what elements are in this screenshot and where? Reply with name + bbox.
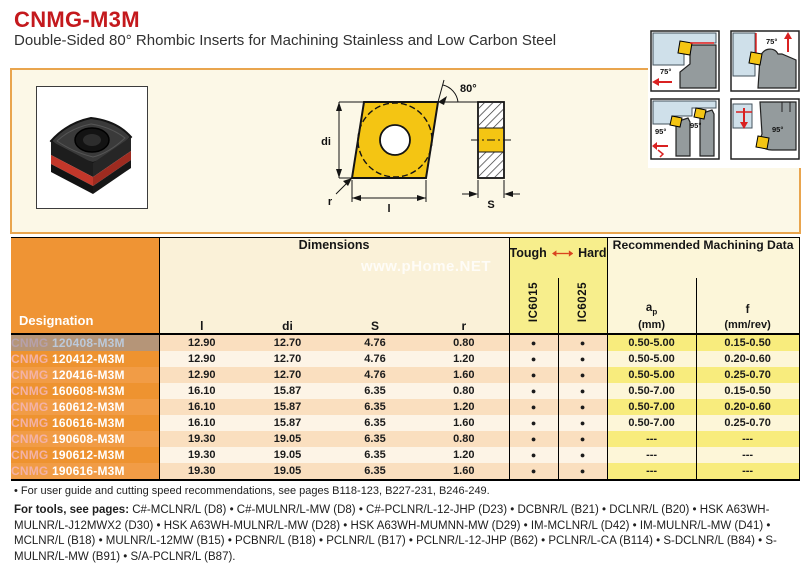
cell-l: 16.10 xyxy=(159,399,244,415)
cell-r: 1.20 xyxy=(419,399,509,415)
cell-ic6025-dot: ● xyxy=(558,383,607,399)
cell-di: 15.87 xyxy=(244,383,331,399)
cell-l: 12.90 xyxy=(159,334,244,351)
designation-code: 160608-M3M xyxy=(52,383,125,398)
page-title: CNMG-M3M xyxy=(14,7,140,32)
cell-di: 19.05 xyxy=(244,463,331,480)
insert xyxy=(756,136,769,149)
user-guide-note: • For user guide and cutting speed recommendations, see pages B118-123, B227-231, B246-249. xyxy=(14,485,490,497)
page-subtitle: Double-Sided 80° Rhombic Inserts for Machining Stainless and Low Carbon Steel xyxy=(14,32,557,49)
cell-ic6025-dot: ● xyxy=(558,399,607,415)
cell-f: 0.20-0.60 xyxy=(696,399,799,415)
cell-di: 12.70 xyxy=(244,334,331,351)
col-header-di: di xyxy=(244,278,331,334)
designation-code: 160612-M3M xyxy=(52,399,125,414)
angle-label: 95° xyxy=(772,125,784,134)
designation-cell xyxy=(11,351,159,367)
cell-ic6015-dot: ● xyxy=(509,351,558,367)
designation-prefix: CNMG xyxy=(11,351,49,366)
cell-f: 0.25-0.70 xyxy=(696,367,799,383)
r-dimension-label: r xyxy=(327,196,333,208)
grade-header-ic6025: IC6025 xyxy=(558,278,607,334)
cell-ic6015-dot: ● xyxy=(509,431,558,447)
designation-cell xyxy=(11,431,159,447)
cell-ap: 0.50-7.00 xyxy=(607,383,696,399)
application-profiling-icon xyxy=(730,98,800,160)
tools-label: For tools, see pages: xyxy=(14,504,130,516)
cell-l: 12.90 xyxy=(159,351,244,367)
table-row xyxy=(11,431,799,447)
insert-photo xyxy=(37,87,145,206)
cell-r: 1.60 xyxy=(419,367,509,383)
cell-r: 0.80 xyxy=(419,334,509,351)
cell-s: 4.76 xyxy=(331,367,419,383)
designation-cell xyxy=(11,383,159,399)
s-dimension-label: S xyxy=(487,199,495,211)
table-row xyxy=(11,334,799,351)
cell-ap: 0.50-7.00 xyxy=(607,399,696,415)
cell-ap: --- xyxy=(607,447,696,463)
cell-ap: 0.50-5.00 xyxy=(607,367,696,383)
insert-photo-frame xyxy=(36,86,148,209)
table-row xyxy=(11,351,799,367)
cell-r: 1.20 xyxy=(419,351,509,367)
cell-ap: --- xyxy=(607,431,696,447)
hard-label: Hard xyxy=(578,246,607,260)
cell-ic6015-dot: ● xyxy=(509,367,558,383)
angle-label: 95° xyxy=(655,127,667,136)
tough-label: Tough xyxy=(509,246,547,260)
designation-prefix: CNMG xyxy=(11,463,49,478)
cell-f: --- xyxy=(696,463,799,480)
recommended-header: Recommended Machining Data xyxy=(607,238,799,278)
cell-s: 6.35 xyxy=(331,431,419,447)
cell-di: 15.87 xyxy=(244,415,331,431)
designation-prefix: CNMG xyxy=(11,367,49,382)
cell-ic6025-dot: ● xyxy=(558,334,607,351)
cell-ic6025-dot: ● xyxy=(558,431,607,447)
designation-cell xyxy=(11,415,159,431)
cell-s: 6.35 xyxy=(331,463,419,480)
tools-list: C#-MCLNR/L (D8) • C#-MULNR/L-MW (D8) • C#-PCLNR/L-12-JHP (D23) • DCBNR/L (B21) • DCLNR/L (B20) • HSK A63WH-MULNR/L-J12MWX2 (D30) • HSK A63WH-MULNR/L-MW (D28) • HSK A63WH-MUMNN-MW (D29) • IM-MCLNR/L (D42) • IM-MULNR/L-MW (D41) • MCLNR/L (B18) • MULNR/L-12MW (B15) • PCBNR/L (B18) • PCLNR/L (B17) • PCLNR/L-12-JHP (B62) • PCLNR/L-CA (B114) • S-DCLNR/L (B84) • S-MULNR/L-MW (B91) • S/A-PCLNR/L (B87). xyxy=(14,504,777,563)
f-header: f (mm/rev) xyxy=(696,278,799,334)
application-double-tool-icon xyxy=(650,98,720,160)
cell-ic6025-dot: ● xyxy=(558,351,607,367)
cell-f: 0.15-0.50 xyxy=(696,334,799,351)
cell-f: 0.15-0.50 xyxy=(696,383,799,399)
cell-f: --- xyxy=(696,431,799,447)
insert xyxy=(670,116,682,127)
cell-r: 1.60 xyxy=(419,415,509,431)
dimensions-header: Dimensions xyxy=(159,238,509,278)
cell-f: 0.25-0.70 xyxy=(696,415,799,431)
table-row xyxy=(11,415,799,431)
cell-s: 4.76 xyxy=(331,334,419,351)
cell-ic6015-dot: ● xyxy=(509,334,558,351)
cell-s: 6.35 xyxy=(331,383,419,399)
cell-f: --- xyxy=(696,447,799,463)
designation-prefix: CNMG xyxy=(11,415,49,430)
cell-di: 12.70 xyxy=(244,367,331,383)
col-header-s: S xyxy=(331,278,419,334)
cell-s: 6.35 xyxy=(331,415,419,431)
tough-hard-header xyxy=(509,238,607,278)
insert xyxy=(678,41,692,55)
designation-prefix: CNMG xyxy=(11,399,49,414)
cell-ap: 0.50-5.00 xyxy=(607,334,696,351)
d-dimension-label: di xyxy=(321,136,331,148)
table-row xyxy=(11,367,799,383)
cell-ic6015-dot: ● xyxy=(509,399,558,415)
designation-code: 190612-M3M xyxy=(52,447,125,462)
cell-s: 6.35 xyxy=(331,399,419,415)
designation-prefix: CNMG xyxy=(11,335,49,350)
cell-l: 16.10 xyxy=(159,383,244,399)
cell-l: 19.30 xyxy=(159,463,244,480)
cell-r: 1.60 xyxy=(419,463,509,480)
cell-ic6025-dot: ● xyxy=(558,463,607,480)
table-row xyxy=(11,447,799,463)
designation-header: Designation xyxy=(11,238,159,334)
insert xyxy=(749,52,762,65)
cell-s: 4.76 xyxy=(331,351,419,367)
designation-cell xyxy=(11,334,159,351)
designation-prefix: CNMG xyxy=(11,431,49,446)
center-hole xyxy=(380,125,410,155)
tools-reference xyxy=(14,503,797,565)
ap-header: $a_p$ (mm) xyxy=(607,278,696,334)
designation-code: 190608-M3M xyxy=(52,431,125,446)
cell-l: 19.30 xyxy=(159,447,244,463)
table-row xyxy=(11,383,799,399)
cell-ap: 0.50-7.00 xyxy=(607,415,696,431)
cell-s: 6.35 xyxy=(331,447,419,463)
cell-ic6025-dot: ● xyxy=(558,367,607,383)
double-arrow-icon xyxy=(552,249,573,258)
insert xyxy=(694,108,706,119)
cell-ic6015-dot: ● xyxy=(509,447,558,463)
table-body xyxy=(11,334,799,480)
cell-l: 12.90 xyxy=(159,367,244,383)
designation-prefix: CNMG xyxy=(11,383,49,398)
cell-ic6025-dot: ● xyxy=(558,415,607,431)
designation-code: 120412-M3M xyxy=(52,351,125,366)
l-dimension-label: l xyxy=(387,203,391,215)
angle-label: 80° xyxy=(460,83,477,95)
application-facing-icon xyxy=(730,30,800,92)
designation-code: 190616-M3M xyxy=(52,463,125,478)
table-row xyxy=(11,463,799,480)
designation-cell xyxy=(11,463,159,480)
dimension-drawing xyxy=(292,74,524,228)
table-row xyxy=(11,399,799,415)
cell-di: 15.87 xyxy=(244,399,331,415)
angle-label: 75° xyxy=(766,37,778,46)
cell-di: 12.70 xyxy=(244,351,331,367)
designation-cell xyxy=(11,447,159,463)
application-icons xyxy=(648,28,806,168)
cell-ic6015-dot: ● xyxy=(509,415,558,431)
cell-di: 19.05 xyxy=(244,431,331,447)
grade-header-ic6015: IC6015 xyxy=(509,278,558,334)
cell-f: 0.20-0.60 xyxy=(696,351,799,367)
designation-code: 120408-M3M xyxy=(52,335,125,350)
col-header-l: l xyxy=(159,278,244,334)
designation-prefix: CNMG xyxy=(11,447,49,462)
cell-di: 19.05 xyxy=(244,447,331,463)
cell-r: 0.80 xyxy=(419,431,509,447)
designation-cell xyxy=(11,367,159,383)
cell-ic6015-dot: ● xyxy=(509,383,558,399)
cell-l: 19.30 xyxy=(159,431,244,447)
designation-code: 120416-M3M xyxy=(52,367,125,382)
cell-r: 0.80 xyxy=(419,383,509,399)
cell-ic6015-dot: ● xyxy=(509,463,558,480)
application-turning-icon xyxy=(650,30,720,92)
designation-code: 160616-M3M xyxy=(52,415,125,430)
watermark: www.pHome.NET xyxy=(360,258,492,275)
cell-r: 1.20 xyxy=(419,447,509,463)
designation-cell xyxy=(11,399,159,415)
cell-ap: --- xyxy=(607,463,696,480)
angle-label: 95° xyxy=(690,121,702,130)
col-header-r: r xyxy=(419,278,509,334)
angle-label: 75° xyxy=(660,67,672,76)
cell-ic6025-dot: ● xyxy=(558,447,607,463)
cell-ap: 0.50-5.00 xyxy=(607,351,696,367)
cell-l: 16.10 xyxy=(159,415,244,431)
